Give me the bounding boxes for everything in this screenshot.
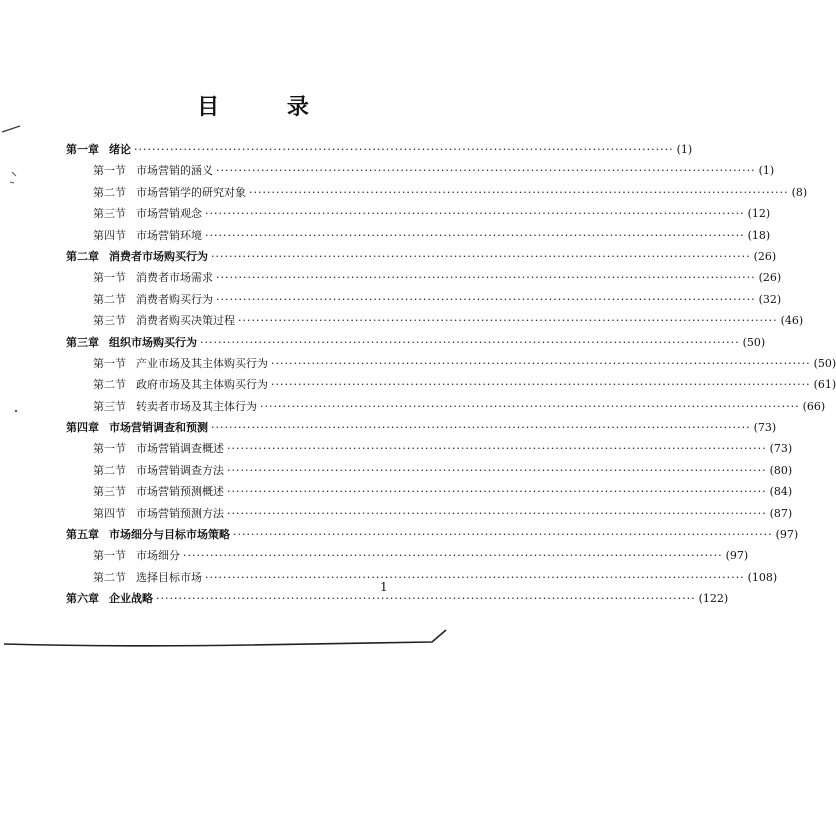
toc-entry-title: 企业战略 bbox=[109, 592, 153, 606]
toc-leader-dots: ························································································································ bbox=[271, 378, 811, 392]
toc-chapter-row bbox=[66, 419, 777, 440]
toc-entry-page: (73) bbox=[769, 442, 793, 456]
toc-chapter-row bbox=[66, 526, 799, 547]
toc-entry-title: 产业市场及其主体购买行为 bbox=[136, 356, 268, 370]
toc-entry-page: (32) bbox=[758, 292, 782, 306]
scan-mark bbox=[0, 118, 30, 138]
toc-entry-label: 第二节 bbox=[93, 292, 126, 306]
toc-entry-title: 消费者市场购买行为 bbox=[109, 249, 208, 263]
toc-leader-dots: ························································································································ bbox=[216, 292, 756, 306]
toc-entry-page: (97) bbox=[725, 549, 749, 563]
toc-entry-title: 市场营销调查概述 bbox=[136, 442, 224, 456]
toc-entry-page: (1) bbox=[676, 143, 693, 156]
toc-leader-dots: ························································································································ bbox=[271, 356, 811, 370]
toc-section-row bbox=[66, 312, 804, 333]
toc-entry-label: 第五章 bbox=[66, 528, 99, 542]
toc-leader-dots: ························································································································ bbox=[205, 570, 745, 584]
toc-entry-label: 第三章 bbox=[66, 335, 99, 349]
toc-chapter-row bbox=[66, 248, 777, 269]
toc-entry-title: 转卖者市场及其主体行为 bbox=[136, 399, 257, 413]
toc-entry-page: (46) bbox=[780, 314, 804, 328]
toc-section-row bbox=[66, 227, 771, 248]
toc-section-row bbox=[66, 483, 793, 504]
toc-leader-dots: ························································································································ bbox=[227, 463, 767, 477]
toc-entry-title: 绪论 bbox=[109, 143, 131, 156]
toc-entry-page: (97) bbox=[775, 528, 799, 542]
toc-entry-page: (12) bbox=[747, 207, 771, 221]
toc-leader-dots: ························································································································ bbox=[134, 143, 674, 156]
toc-entry-title: 消费者购买行为 bbox=[136, 292, 213, 306]
toc-leader-dots: ························································································································ bbox=[260, 399, 800, 413]
toc-section-row bbox=[66, 162, 775, 183]
toc-entry-page: (26) bbox=[758, 271, 782, 285]
toc-leader-dots: ························································································································ bbox=[238, 314, 778, 328]
toc-entry-page: (87) bbox=[769, 506, 793, 520]
toc-entry-title: 市场营销的涵义 bbox=[136, 164, 213, 178]
toc-section-row bbox=[66, 269, 782, 290]
toc-entry-page: (1) bbox=[758, 164, 775, 178]
toc-entry-label: 第二节 bbox=[93, 185, 126, 199]
page-number: 1 bbox=[380, 580, 388, 594]
scan-mark bbox=[10, 405, 26, 421]
toc-leader-dots: ························································································································ bbox=[183, 549, 723, 563]
toc-entry-title: 消费者市场需求 bbox=[136, 271, 213, 285]
toc-chapter-row bbox=[66, 590, 729, 611]
toc-leader-dots: ························································································································ bbox=[205, 228, 745, 242]
toc-leader-dots: ························································································································ bbox=[211, 421, 751, 435]
toc-entry-label: 第二节 bbox=[93, 378, 126, 392]
toc-entry-page: (108) bbox=[747, 570, 778, 584]
toc-leader-dots: ························································································································ bbox=[211, 249, 751, 263]
toc-entry-title: 市场细分 bbox=[136, 549, 180, 563]
toc-entry-label: 第一节 bbox=[93, 271, 126, 285]
toc-entry-page: (80) bbox=[769, 463, 793, 477]
toc-entry-label: 第六章 bbox=[66, 592, 99, 606]
toc-entry-title: 选择目标市场 bbox=[136, 570, 202, 584]
page-edge-line bbox=[0, 620, 506, 660]
table-of-contents bbox=[66, 141, 836, 612]
toc-entry-label: 第三节 bbox=[93, 314, 126, 328]
toc-chapter-row bbox=[66, 334, 766, 355]
toc-leader-dots: ························································································································ bbox=[205, 207, 745, 221]
toc-section-row bbox=[66, 291, 782, 312]
toc-entry-title: 市场营销观念 bbox=[136, 207, 202, 221]
toc-entry-label: 第二章 bbox=[66, 249, 99, 263]
toc-leader-dots: ························································································································ bbox=[227, 506, 767, 520]
toc-section-row bbox=[66, 355, 836, 376]
toc-entry-title: 市场营销学的研究对象 bbox=[136, 185, 246, 199]
toc-entry-label: 第三节 bbox=[93, 399, 126, 413]
toc-entry-label: 第一节 bbox=[93, 442, 126, 456]
toc-entry-page: (84) bbox=[769, 485, 793, 499]
toc-entry-label: 第三节 bbox=[93, 485, 126, 499]
toc-entry-label: 第二节 bbox=[93, 463, 126, 477]
toc-entry-page: (26) bbox=[753, 249, 777, 263]
toc-leader-dots: ························································································································ bbox=[200, 335, 740, 349]
toc-chapter-row bbox=[66, 141, 693, 162]
toc-entry-title: 市场营销预测方法 bbox=[136, 506, 224, 520]
toc-entry-label: 第一节 bbox=[93, 164, 126, 178]
toc-leader-dots: ························································································································ bbox=[227, 442, 767, 456]
toc-leader-dots: ························································································································ bbox=[233, 528, 773, 542]
toc-entry-page: (122) bbox=[698, 592, 729, 606]
toc-section-row bbox=[66, 205, 771, 226]
toc-entry-label: 第一节 bbox=[93, 549, 126, 563]
toc-entry-label: 第一章 bbox=[66, 143, 99, 156]
toc-heading: 目 录 bbox=[197, 95, 339, 120]
toc-entry-page: (61) bbox=[813, 378, 836, 392]
toc-entry-label: 第四节 bbox=[93, 506, 126, 520]
toc-entry-label: 第一节 bbox=[93, 356, 126, 370]
toc-entry-page: (66) bbox=[802, 399, 826, 413]
toc-entry-label: 第四节 bbox=[93, 228, 126, 242]
toc-entry-title: 市场营销调查和预测 bbox=[109, 421, 208, 435]
toc-entry-page: (18) bbox=[747, 228, 771, 242]
toc-section-row bbox=[66, 398, 826, 419]
toc-entry-title: 消费者购买决策过程 bbox=[136, 314, 235, 328]
toc-leader-dots: ························································································································ bbox=[156, 592, 696, 606]
toc-section-row bbox=[66, 440, 793, 461]
toc-section-row bbox=[66, 184, 808, 205]
toc-leader-dots: ························································································································ bbox=[249, 185, 789, 199]
toc-entry-page: (73) bbox=[753, 421, 777, 435]
toc-entry-title: 市场细分与目标市场策略 bbox=[109, 528, 230, 542]
toc-entry-title: 组织市场购买行为 bbox=[109, 335, 197, 349]
toc-entry-page: (8) bbox=[791, 185, 808, 199]
toc-entry-title: 政府市场及其主体购买行为 bbox=[136, 378, 268, 392]
toc-entry-label: 第二节 bbox=[93, 570, 126, 584]
toc-leader-dots: ························································································································ bbox=[216, 271, 756, 285]
toc-section-row bbox=[66, 376, 836, 397]
toc-section-row bbox=[66, 462, 793, 483]
toc-entry-page: (50) bbox=[742, 335, 766, 349]
toc-entry-page: (50) bbox=[813, 356, 836, 370]
toc-section-row bbox=[66, 547, 749, 568]
toc-leader-dots: ························································································································ bbox=[227, 485, 767, 499]
toc-entry-label: 第四章 bbox=[66, 421, 99, 435]
scan-mark bbox=[4, 168, 24, 188]
toc-section-row bbox=[66, 569, 778, 590]
toc-entry-title: 市场营销预测概述 bbox=[136, 485, 224, 499]
toc-section-row bbox=[66, 505, 793, 526]
toc-entry-title: 市场营销环境 bbox=[136, 228, 202, 242]
toc-entry-label: 第三节 bbox=[93, 207, 126, 221]
toc-entry-title: 市场营销调查方法 bbox=[136, 463, 224, 477]
toc-leader-dots: ························································································································ bbox=[216, 164, 756, 178]
